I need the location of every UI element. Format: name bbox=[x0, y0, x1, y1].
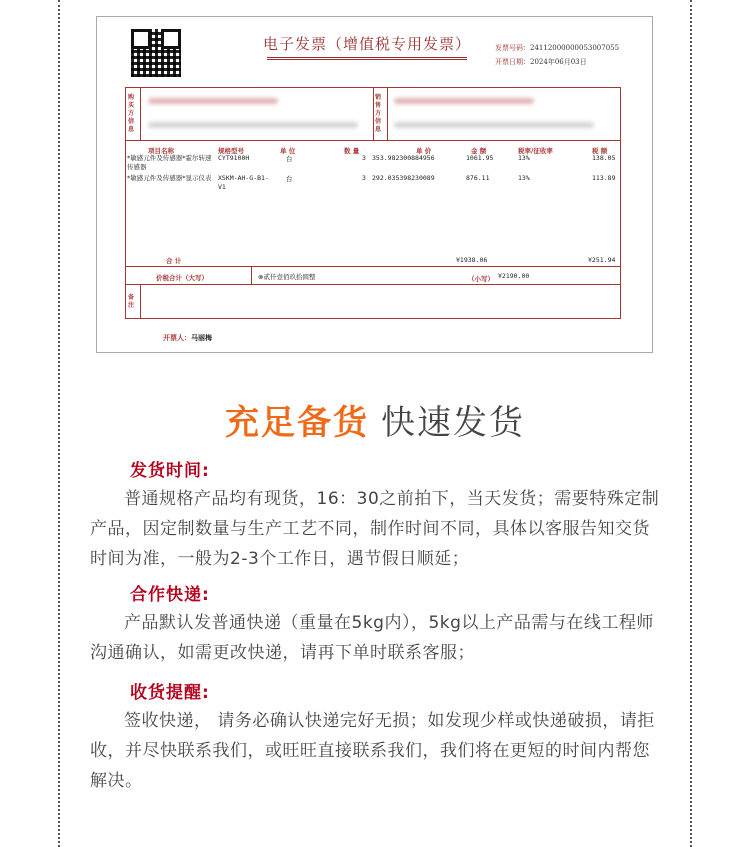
invoice-title: 电子发票（增值税专用发票） bbox=[262, 35, 471, 53]
row2-price: 292.035398230089 bbox=[372, 174, 435, 182]
row1-item: *敏感元件及传感器*霍尔转速传感器 bbox=[127, 154, 212, 171]
header-amount: 金 额 bbox=[471, 147, 487, 155]
row1-price: 353.982300884956 bbox=[372, 154, 435, 162]
small-label: （小写） bbox=[468, 275, 494, 283]
grand-total-label: 价税合计（大写） bbox=[156, 274, 208, 282]
header-unit: 单 位 bbox=[280, 147, 296, 155]
header-price: 单 价 bbox=[416, 147, 432, 155]
header-spec: 规格型号 bbox=[218, 147, 244, 155]
seller-label: 销售方信息 bbox=[375, 94, 382, 133]
total-label: 合 计 bbox=[166, 257, 182, 265]
issuer: 开票人：马丽梅 bbox=[163, 334, 212, 342]
row2-qty: 3 bbox=[362, 174, 366, 182]
grand-total-words: ⊗贰仟壹佰玖拾圆整 bbox=[258, 273, 316, 281]
invoice-number: 发票号码：24112000000053007055 bbox=[495, 44, 620, 52]
row2-item: *敏感元件及传感器*显示仪表 bbox=[127, 174, 212, 182]
total-amount: ¥1938.06 bbox=[456, 256, 488, 264]
buyer-label: 购买方信息 bbox=[128, 94, 135, 133]
row1-tax: 138.05 bbox=[592, 154, 616, 162]
row2-amount: 876.11 bbox=[466, 174, 490, 182]
remark-label: 备注 bbox=[128, 294, 135, 309]
shipping-time-title: 发货时间: bbox=[130, 461, 210, 481]
invoice-date: 开票日期：2024年06月03日 bbox=[495, 58, 587, 66]
headline-highlight: 充足备货 bbox=[225, 403, 369, 443]
header-rate: 税率/征收率 bbox=[518, 147, 553, 155]
invoice-table bbox=[125, 87, 621, 319]
headline bbox=[0, 395, 750, 444]
buyer-taxid-redacted bbox=[148, 122, 358, 128]
row1-rate: 13% bbox=[518, 154, 530, 162]
row2-rate: 13% bbox=[518, 174, 530, 182]
row2-spec: XSKM-AH-G-B1-V1 bbox=[218, 174, 269, 191]
row1-spec: CYT9100H bbox=[218, 154, 250, 162]
row1-unit: 台 bbox=[286, 155, 293, 163]
buyer-name-redacted bbox=[148, 98, 278, 104]
courier-text: 产品默认发普通快递（重量在5kg内），5kg以上产品需与在线工程师沟通确认，如需更改快递，请再下单时联系客服； bbox=[90, 613, 654, 663]
headline-rest: 快速发货 bbox=[381, 403, 525, 443]
row2-tax: 113.89 bbox=[592, 174, 616, 182]
grand-total-amount: ¥2190.00 bbox=[498, 272, 530, 280]
row1-amount: 1061.95 bbox=[466, 154, 494, 162]
qr-code-icon bbox=[131, 29, 181, 77]
row1-qty: 3 bbox=[362, 154, 366, 162]
row2-unit: 台 bbox=[286, 175, 293, 183]
courier-title: 合作快递: bbox=[130, 585, 210, 605]
invoice-title-underline bbox=[267, 57, 467, 60]
header-qty: 数 量 bbox=[344, 147, 360, 155]
receipt-reminder-text: 签收快递， 请务必确认快递完好无损；如发现少样或快递破损，请拒收，并尽快联系我们，或旺旺直接联系我们，我们将在更短的时间内帮您解决。 bbox=[90, 711, 655, 791]
header-item: 项目名称 bbox=[148, 147, 174, 155]
header-tax: 税 额 bbox=[592, 147, 608, 155]
shipping-time-text: 普通规格产品均有现货，16：30之前拍下，当天发货；需要特殊定制产品，因定制数量与生产工艺不同，制作时间不同，具体以客服告知交货时间为准，一般为2-3个工作日，遇节假日顺延； bbox=[90, 489, 660, 569]
total-tax: ¥251.94 bbox=[588, 256, 616, 264]
receipt-reminder-title: 收货提醒: bbox=[130, 683, 210, 703]
seller-taxid-redacted bbox=[394, 122, 594, 128]
invoice-image bbox=[96, 16, 653, 353]
seller-name-redacted bbox=[394, 98, 534, 104]
